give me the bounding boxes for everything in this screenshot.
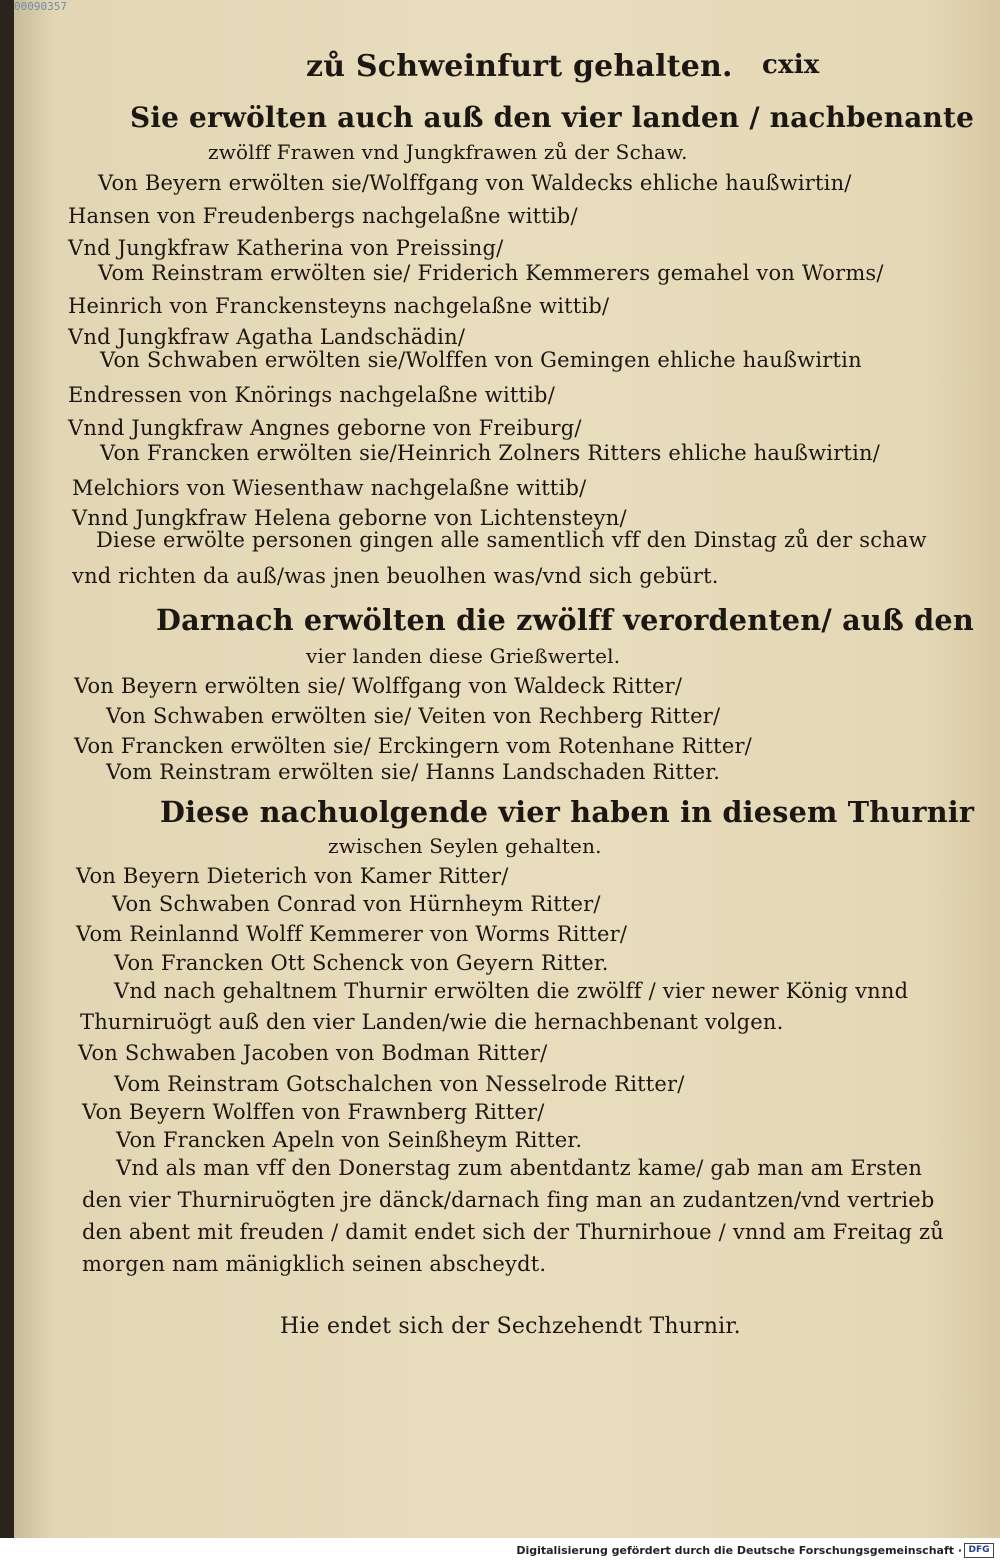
footer-bar (0, 1538, 1000, 1562)
text-line: Vnd Jungkfraw Katherina von Preissing/ (68, 236, 504, 260)
text-line: Von Francken Ott Schenck von Geyern Ritter. (114, 951, 609, 975)
text-line: Von Francken erwölten sie/ Erckingern vom Rotenhane Ritter/ (74, 734, 752, 758)
text-line: Von Schwaben erwölten sie/Wolffen von Gemingen ehliche haußwirtin (100, 348, 862, 372)
running-title: zů Schweinfurt gehalten. (306, 49, 733, 84)
text-line: Von Francken erwölten sie/Heinrich Zolners Ritters ehliche haußwirtin/ (100, 441, 880, 465)
text-line: Vom Reinstram Gotschalchen von Nesselrode Ritter/ (114, 1072, 685, 1096)
folio-number: cxix (762, 50, 820, 80)
text-line: den abent mit freuden / damit endet sich der Thurnirhoue / vnnd am Freitag zů (82, 1220, 944, 1244)
text-line: Von Beyern Wolffen von Frawnberg Ritter/ (82, 1100, 545, 1124)
dfg-logo: DFG (964, 1543, 994, 1558)
section1-heading-line1: Sie erwölten auch auß den vier landen / nachbenante (130, 101, 975, 134)
text-line: Von Schwaben Jacoben von Bodman Ritter/ (78, 1041, 548, 1065)
text-line: Hansen von Freudenbergs nachgelaßne wittib/ (68, 204, 578, 228)
text-line: Thurniruögt auß den vier Landen/wie die hernachbenant volgen. (80, 1010, 784, 1034)
text-line: den vier Thurniruögten jre dänck/darnach fing man an zudantzen/vnd vertrieb (82, 1188, 935, 1212)
section2-heading-line2: vier landen diese Grießwertel. (306, 644, 621, 668)
section1-heading-line2: zwölff Frawen vnd Jungkfrawen zů der Schaw. (208, 140, 688, 164)
section3-heading-line2: zwischen Seylen gehalten. (328, 834, 602, 858)
text-line: Von Francken Apeln von Seinßheym Ritter. (116, 1128, 583, 1152)
page-scan (14, 0, 1000, 1538)
text-line: Vnd als man vff den Donerstag zum abentdantz kame/ gab man am Ersten (116, 1156, 923, 1180)
section2-heading-line1: Darnach erwölten die zwölff verordenten/ auß den (156, 603, 974, 637)
text-line: Von Schwaben Conrad von Hürnheym Ritter/ (112, 892, 601, 916)
funding-note: Digitalisierung gefördert durch die Deutsche Forschungsgemeinschaft · (516, 1544, 962, 1557)
scan-id: 00090357 (14, 0, 67, 13)
text-line: morgen nam mänigklich seinen abscheydt. (82, 1252, 547, 1276)
text-line: Von Beyern Dieterich von Kamer Ritter/ (76, 864, 509, 888)
text-line: Melchiors von Wiesenthaw nachgelaßne wittib/ (72, 476, 587, 500)
text-line: Heinrich von Franckensteyns nachgelaßne wittib/ (68, 294, 610, 318)
text-line: Vnd Jungkfraw Agatha Landschädin/ (68, 325, 466, 349)
text-line: vnd richten da auß/was jnen beuolhen was/vnd sich gebürt. (72, 564, 719, 588)
closing-line: Hie endet sich der Sechzehendt Thurnir. (280, 1314, 741, 1339)
text-line: Vnd nach gehaltnem Thurnir erwölten die zwölff / vier newer König vnnd (114, 979, 909, 1003)
text-line: Von Beyern erwölten sie/Wolffgang von Waldecks ehliche haußwirtin/ (98, 171, 852, 195)
text-line: Vnnd Jungkfraw Angnes geborne von Freiburg/ (68, 416, 582, 440)
text-line: Vnnd Jungkfraw Helena geborne von Lichtensteyn/ (72, 506, 627, 530)
text-line: Von Beyern erwölten sie/ Wolffgang von Waldeck Ritter/ (74, 674, 683, 698)
text-line: Vom Reinlannd Wolff Kemmerer von Worms Ritter/ (76, 922, 628, 946)
text-line: Diese erwölte personen gingen alle samentlich vff den Dinstag zů der schaw (96, 528, 927, 552)
text-line: Vom Reinstram erwölten sie/ Hanns Landschaden Ritter. (106, 760, 721, 784)
section3-heading-line1: Diese nachuolgende vier haben in diesem Thurnir (160, 795, 975, 829)
text-line: Vom Reinstram erwölten sie/ Friderich Kemmerers gemahel von Worms/ (98, 261, 884, 285)
text-line: Endressen von Knörings nachgelaßne wittib/ (68, 383, 555, 407)
text-line: Von Schwaben erwölten sie/ Veiten von Rechberg Ritter/ (106, 704, 721, 728)
